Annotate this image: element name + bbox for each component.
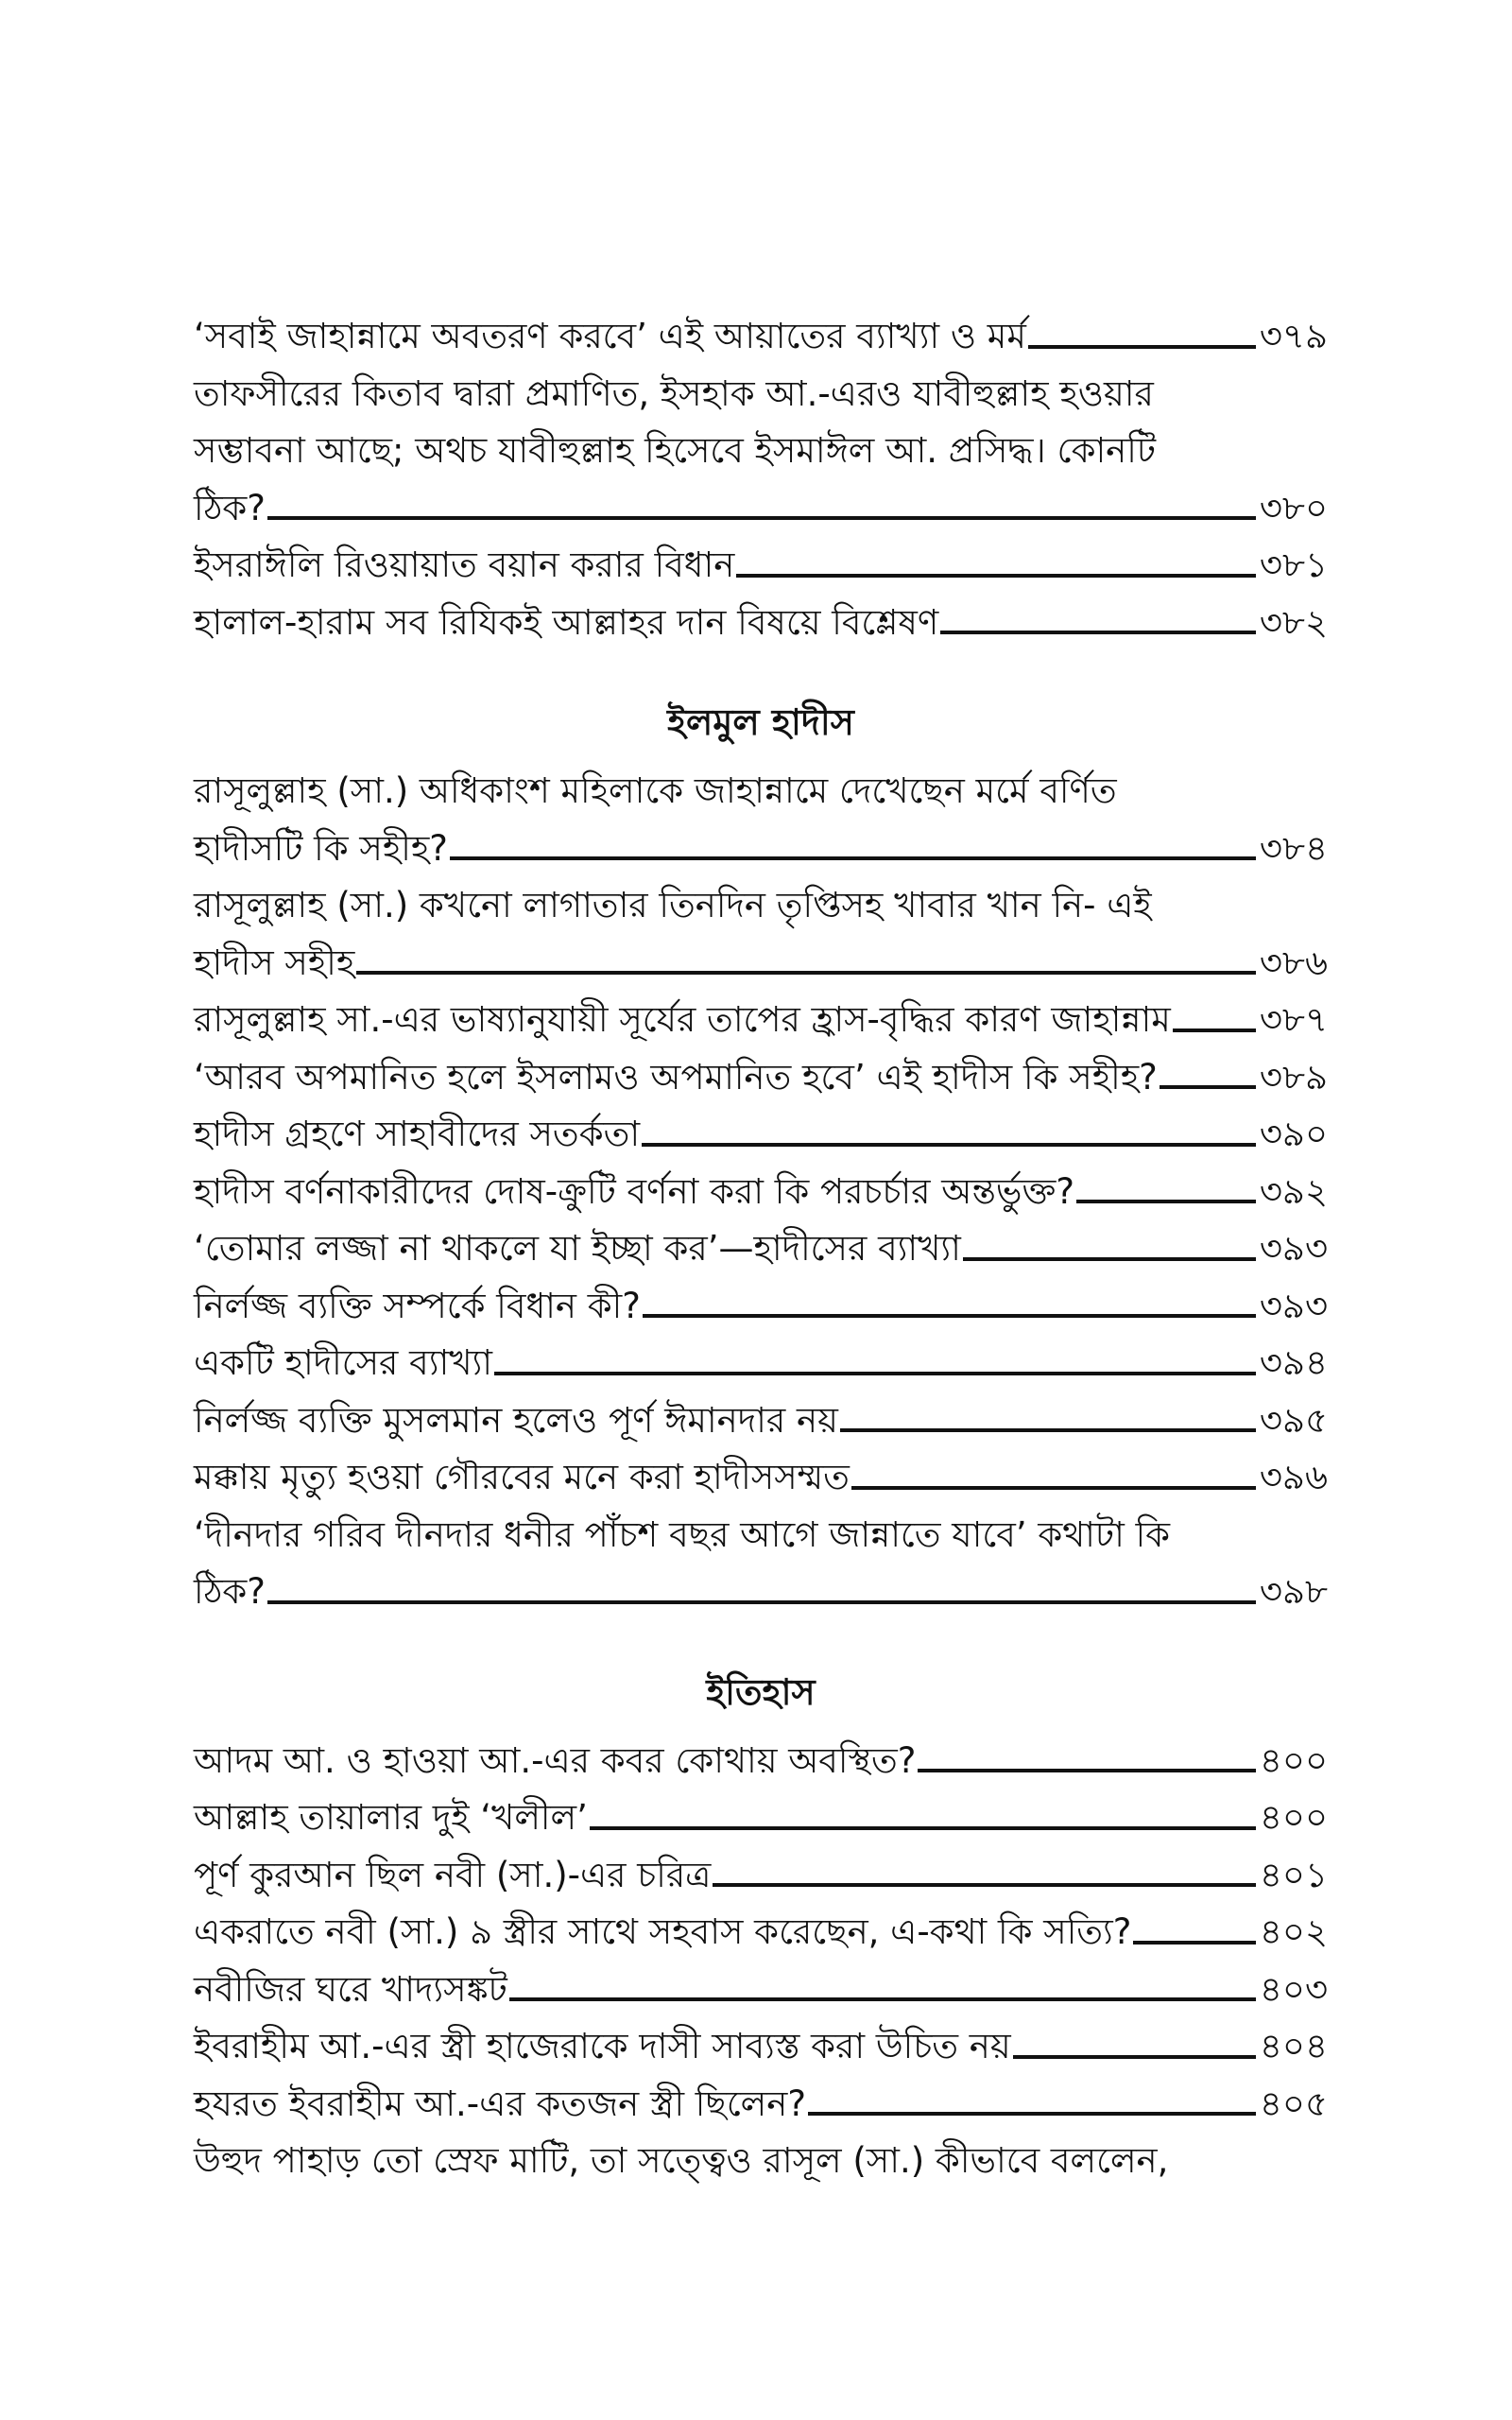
- page-number: ৪০৪: [1259, 2026, 1328, 2067]
- toc-entry-line: [194, 1896, 1328, 1954]
- toc-entry-text: ইসরাঈলি রিওয়ায়াত বয়ান করার বিধান: [194, 544, 735, 586]
- page-number: ৩৯২: [1259, 1170, 1328, 1212]
- page-number: ৩৮৭: [1259, 999, 1328, 1041]
- toc-entry-line: [194, 2125, 1328, 2183]
- page-number: ৩৯৬: [1259, 1457, 1328, 1498]
- toc-entry-line: [194, 927, 1328, 985]
- page-number: ৩৯৪: [1259, 1342, 1328, 1384]
- toc-entry-text: ঠিক?: [194, 487, 266, 528]
- toc-entry-line: [194, 1725, 1328, 1783]
- toc-entry-line: [194, 1840, 1328, 1897]
- toc-entry-text: নির্লজ্জ ব্যক্তি মুসলমান হলেও পূর্ণ ঈমানদার নয়: [194, 1399, 838, 1441]
- toc-entry-text: একরাতে নবী (সা.) ৯ স্ত্রীর সাথে সহবাস করেছেন, এ-কথা কি সত্যি?: [194, 1911, 1132, 1953]
- page-number: ৩৮২: [1259, 601, 1328, 643]
- page-number: ৩৮৯: [1259, 1056, 1328, 1098]
- toc-entry-text: নির্লজ্জ ব্যক্তি সম্পর্কে বিধান কী?: [194, 1285, 641, 1326]
- section-heading: ইলমুল হাদীস: [667, 701, 854, 743]
- leader-line: [267, 516, 1256, 520]
- toc-entry-text: তাফসীরের কিতাব দ্বারা প্রমাণিত, ইসহাক আ.-এরও যাবীহুল্লাহ হওয়ার: [194, 372, 1154, 414]
- page-number: ৪০০: [1259, 1739, 1328, 1781]
- leader-line: [1133, 1941, 1255, 1945]
- page-number: ৩৮৬: [1259, 942, 1328, 983]
- toc-entry-line: [194, 415, 1328, 473]
- page-number: ৩৭৯: [1259, 316, 1328, 357]
- page-number: ৩৮৪: [1259, 827, 1328, 869]
- toc-entry-line: [194, 1556, 1328, 1614]
- toc-entry-line: [194, 1327, 1328, 1385]
- toc-entry-text: হাদীস সহীহ: [194, 942, 355, 983]
- table-of-contents: [194, 301, 1328, 2183]
- page-number: ৩৮১: [1259, 544, 1328, 586]
- toc-entry-text: ‘সবাই জাহান্নামে অবতরণ করবে’ এই আয়াতের ব্যাখ্যা ও মর্ম: [194, 316, 1026, 357]
- section-heading: ইতিহাস: [706, 1670, 816, 1713]
- toc-entry-line: [194, 870, 1328, 927]
- toc-entry-line: [194, 1156, 1328, 1214]
- toc-entry-text: রাসূলুল্লাহ (সা.) কখনো লাগাতার তিনদিন তৃপ্তিসহ খাবার খান নি- এই: [194, 885, 1152, 926]
- page-number: ৪০৩: [1259, 1968, 1328, 2010]
- leader-line: [713, 1883, 1256, 1887]
- leader-line: [450, 856, 1256, 860]
- toc-entry-line: [194, 1385, 1328, 1443]
- section-gap: [194, 644, 1328, 695]
- leader-line: [1076, 1200, 1256, 1203]
- page-number: ৩৮০: [1259, 487, 1328, 528]
- toc-entry-text: ‘দীনদার গরিব দীনদার ধনীর পাঁচশ বছর আগে জান্নাতে যাবে’ কথাটা কি: [194, 1513, 1171, 1555]
- leader-line: [1160, 1085, 1256, 1089]
- page-number: ৩৯৩: [1259, 1285, 1328, 1326]
- toc-entry-text: ‘আরব অপমানিত হলে ইসলামও অপমানিত হবে’ এই হাদীস কি সহীহ?: [194, 1056, 1158, 1098]
- toc-entry-text: ঠিক?: [194, 1571, 266, 1613]
- page-number: ৪০০: [1259, 1797, 1328, 1839]
- leader-line: [642, 1143, 1256, 1147]
- toc-entry-text: রাসূলুল্লাহ সা.-এর ভাষ্যানুযায়ী সূর্যের তাপের হ্রাস-বৃদ্ধির কারণ জাহান্নাম: [194, 999, 1171, 1041]
- toc-entry-text: ‘তোমার লজ্জা না থাকলে যা ইচ্ছা কর’—হাদীসের ব্যাখ্যা: [194, 1228, 961, 1270]
- toc-entry-text: সম্ভাবনা আছে; অথচ যাবীহুল্লাহ হিসেবে ইসমাঈল আ. প্রসিদ্ধ। কোনটি: [194, 430, 1157, 472]
- toc-entry-line: [194, 587, 1328, 645]
- page-number: ৩৯০: [1259, 1114, 1328, 1155]
- leader-line: [736, 574, 1256, 578]
- toc-entry-line: [194, 2068, 1328, 2126]
- leader-line: [509, 1997, 1256, 2001]
- toc-entry-line: [194, 1098, 1328, 1156]
- toc-entry-text: রাসূলুল্লাহ (সা.) অধিকাংশ মহিলাকে জাহান্নামে দেখেছেন মর্মে বর্ণিত: [194, 770, 1117, 812]
- toc-entry-text: হযরত ইবরাহীম আ.-এর কতজন স্ত্রী ছিলেন?: [194, 2083, 806, 2124]
- toc-entry-line: [194, 358, 1328, 416]
- toc-entry-line: [194, 1954, 1328, 2012]
- toc-entry-line: [194, 301, 1328, 358]
- toc-entry-text: ইবরাহীম আ.-এর স্ত্রী হাজেরাকে দাসী সাব্যস্ত করা উচিত নয়: [194, 2026, 1011, 2067]
- page-number: ৩৯৮: [1259, 1571, 1328, 1613]
- toc-entry-text: আদম আ. ও হাওয়া আ.-এর কবর কোথায় অবস্থিত?: [194, 1739, 917, 1781]
- section-gap: [194, 1614, 1328, 1665]
- toc-entry-line: [194, 1270, 1328, 1328]
- toc-entry-text: হাদীস গ্রহণে সাহাবীদের সতর্কতা: [194, 1114, 641, 1155]
- toc-entry-text: নবীজির ঘরে খাদ্যসঙ্কট: [194, 1968, 507, 2010]
- toc-entry-line: [194, 2011, 1328, 2068]
- page-number: ৩৯৫: [1259, 1399, 1328, 1441]
- page-number: ৪০৫: [1259, 2083, 1328, 2124]
- leader-line: [643, 1314, 1256, 1318]
- toc-entry-text: হালাল-হারাম সব রিযিকই আল্লাহর দান বিষয়ে বিশ্লেষণ: [194, 601, 939, 643]
- page-number: ৩৯৩: [1259, 1228, 1328, 1270]
- leader-line: [267, 1600, 1256, 1604]
- toc-entry-line: [194, 1213, 1328, 1270]
- leader-line: [1013, 2055, 1256, 2059]
- leader-line: [940, 631, 1256, 634]
- leader-line: [851, 1486, 1256, 1490]
- leader-line: [840, 1428, 1256, 1432]
- leader-line: [494, 1372, 1256, 1375]
- toc-entry-text: হাদীস বর্ণনাকারীদের দোষ-ক্রুটি বর্ণনা করা কি পরচর্চার অন্তর্ভুক্ত?: [194, 1170, 1074, 1212]
- toc-entry-text: উহুদ পাহাড় তো স্রেফ মাটি, তা সত্ত্বেও রাসূল (সা.) কীভাবে বললেন,: [194, 2140, 1169, 2182]
- leader-line: [918, 1769, 1255, 1772]
- toc-entry-line: [194, 1782, 1328, 1840]
- toc-entry-text: মক্কায় মৃত্যু হওয়া গৌরবের মনে করা হাদীসসম্মত: [194, 1457, 850, 1498]
- toc-entry-line: [194, 529, 1328, 587]
- leader-line: [808, 2112, 1256, 2116]
- toc-entry-line: [194, 813, 1328, 871]
- page-number: ৪০১: [1259, 1854, 1328, 1895]
- toc-entry-line: [194, 1499, 1328, 1557]
- leader-line: [1028, 345, 1256, 349]
- toc-entry-line: [194, 1042, 1328, 1099]
- toc-entry-line: [194, 473, 1328, 530]
- page-number: ৪০২: [1259, 1911, 1328, 1953]
- leader-line: [590, 1826, 1256, 1830]
- leader-line: [963, 1257, 1256, 1261]
- toc-entry-line: [194, 984, 1328, 1042]
- leader-line: [1173, 1028, 1256, 1032]
- toc-entry-line: [194, 755, 1328, 813]
- toc-entry-text: পূর্ণ কুরআন ছিল নবী (সা.)-এর চরিত্র: [194, 1854, 712, 1895]
- toc-entry-text: একটি হাদীসের ব্যাখ্যা: [194, 1342, 492, 1384]
- toc-entry-line: [194, 1442, 1328, 1499]
- toc-entry-text: আল্লাহ তায়ালার দুই ‘খলীল’: [194, 1797, 588, 1839]
- toc-entry-text: হাদীসটি কি সহীহ?: [194, 827, 448, 869]
- leader-line: [356, 971, 1256, 975]
